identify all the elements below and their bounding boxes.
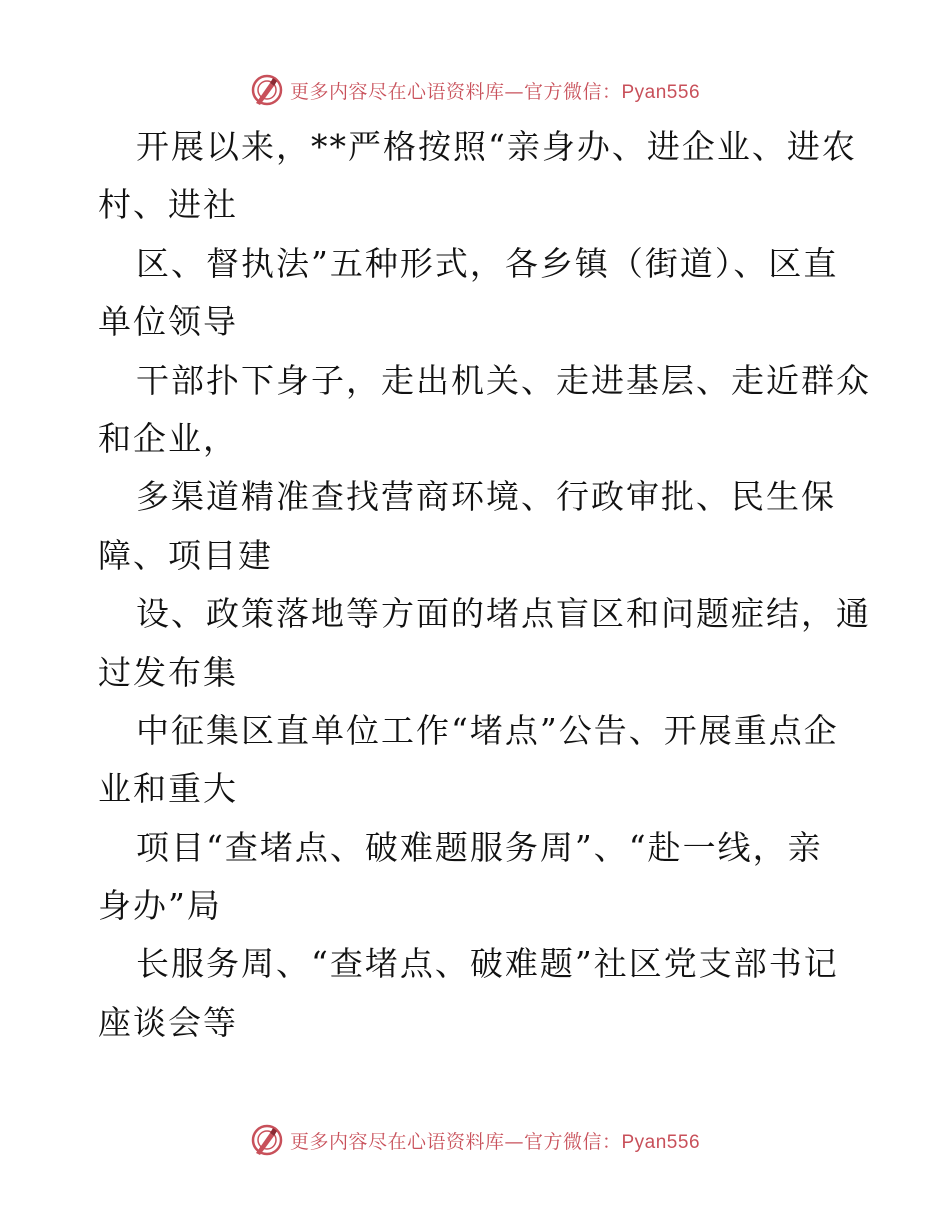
text-line: 多渠道精准查找营商环境、行政审批、民生保 (136, 477, 836, 517)
text-line: 障、项目建 (98, 535, 273, 575)
text-line: 村、进社 (98, 185, 238, 225)
text-line: 开展以来，**严格按照“亲身办、进企业、进农 (136, 127, 857, 166)
text-line: 座谈会等 (98, 1002, 238, 1042)
body-text (98, 118, 871, 1052)
pen-logo-icon (250, 73, 284, 107)
text-line: 过发布集 (98, 652, 238, 692)
text-line: 项目“查堵点、破难题服务周”、“赴一线，亲 (136, 827, 823, 867)
text-line: 单位领导 (98, 302, 238, 342)
text-line: 长服务周、“查堵点、破难题”社区党支部书记 (136, 944, 839, 984)
header-banner (0, 70, 950, 110)
text-line: 身办”局 (98, 886, 222, 926)
text-line: 区、督执法”五种形式，各乡镇（街道）、区直 (136, 243, 839, 283)
text-line: 中征集区直单位工作“堵点”公告、开展重点企 (136, 710, 839, 750)
header-banner-text: 更多内容尽在心语资料库—官方微信：Pyan556 (289, 80, 701, 103)
text-line: 业和重大 (98, 769, 238, 809)
pen-logo-icon (250, 1123, 284, 1157)
footer-banner-text: 更多内容尽在心语资料库—官方微信：Pyan556 (289, 1130, 701, 1153)
text-line: 干部扑下身子，走出机关、走进基层、走近群众 (136, 360, 871, 400)
text-line: 和企业， (98, 418, 238, 458)
footer-banner (0, 1120, 950, 1160)
text-line: 设、政策落地等方面的堵点盲区和问题症结，通 (136, 594, 871, 634)
